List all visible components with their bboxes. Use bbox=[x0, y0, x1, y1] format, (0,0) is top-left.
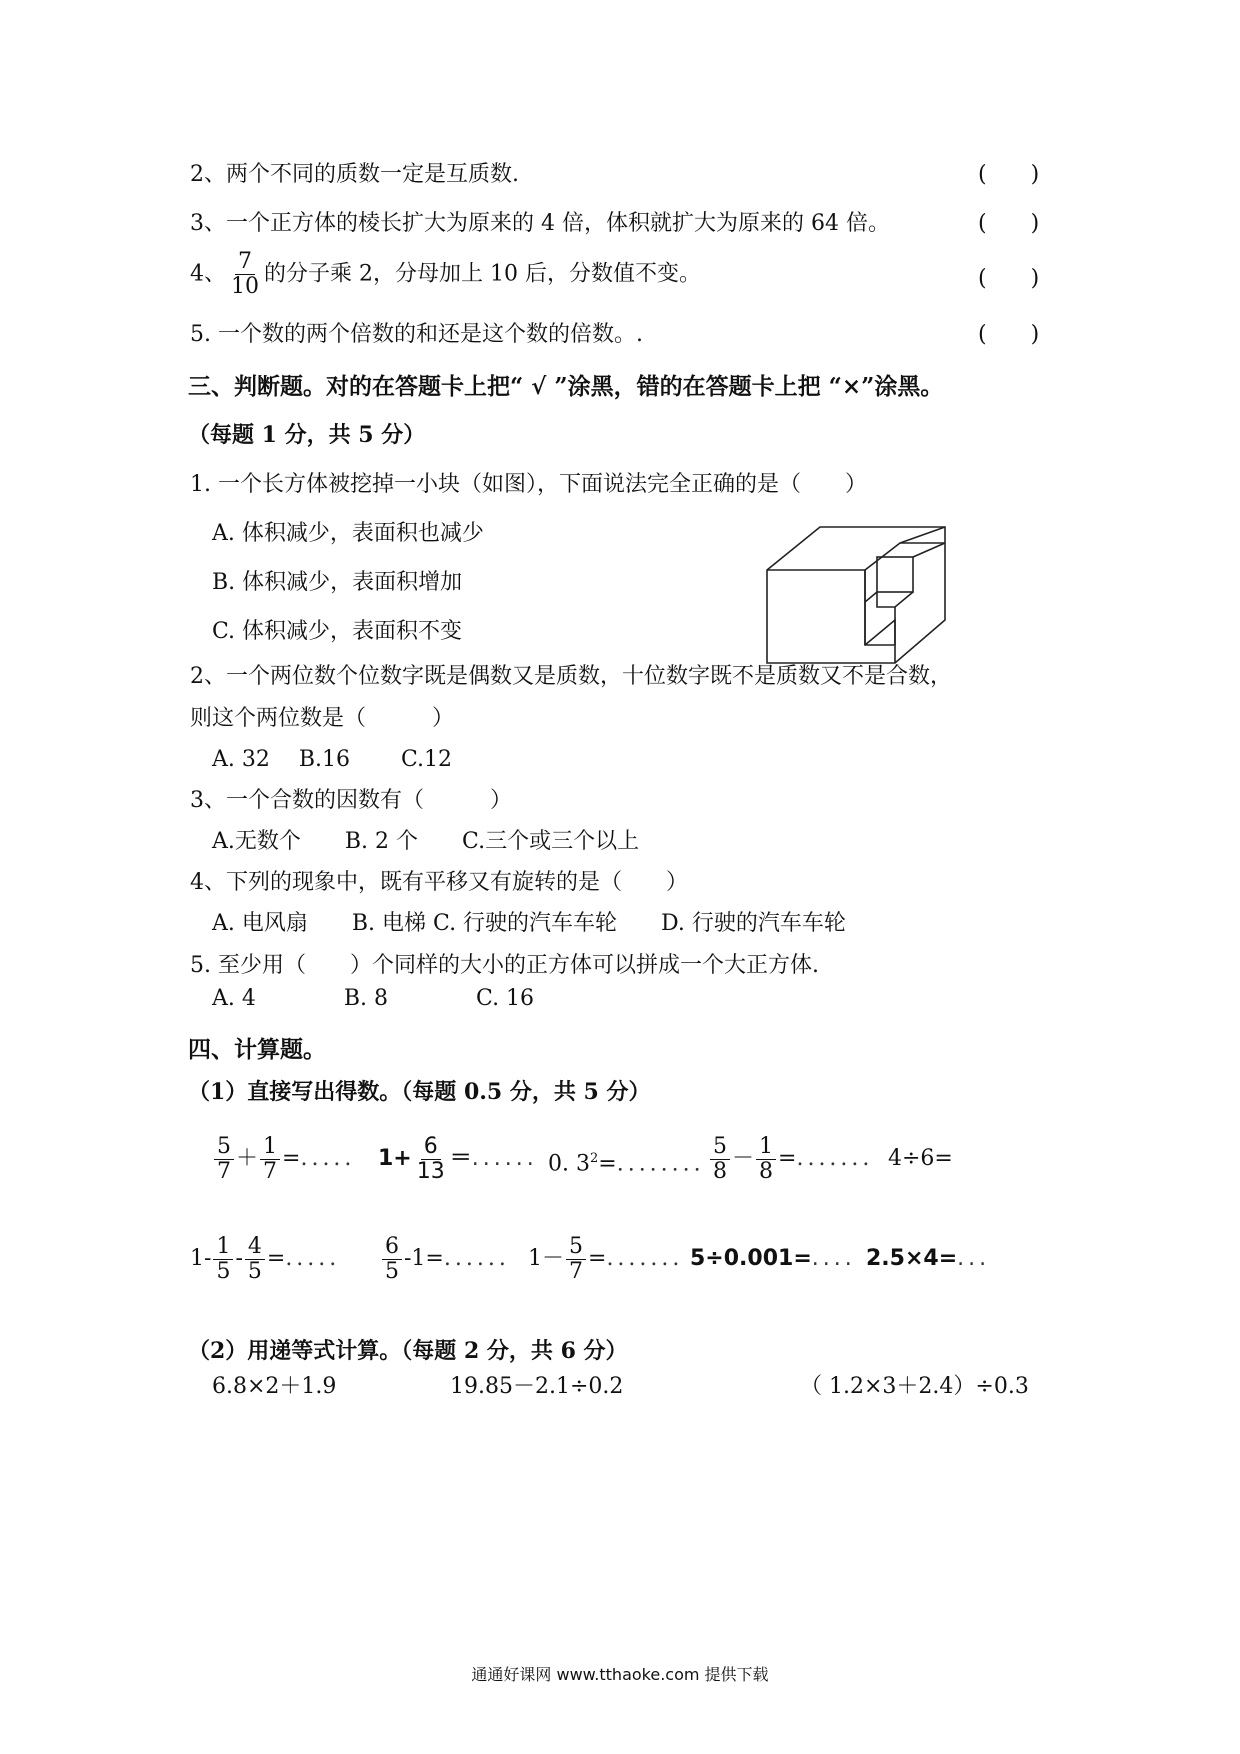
equals-sign: = bbox=[598, 1151, 617, 1177]
exponent: 2 bbox=[589, 1151, 599, 1166]
q2-options: A. 32 B.16 C.12 bbox=[212, 747, 453, 772]
equals-sign: = bbox=[778, 1146, 797, 1171]
cuboid-figure bbox=[765, 525, 965, 670]
expression-lead: 1－ bbox=[528, 1246, 564, 1271]
part-2-title: （2）用递等式计算。（每题 2 分，共 6 分） bbox=[188, 1338, 628, 1364]
expression-lead: 1+ bbox=[378, 1146, 412, 1171]
q5-options: A. 4 B. 8 C. 16 bbox=[212, 986, 535, 1011]
operator: - bbox=[235, 1246, 243, 1271]
calc-row-1-item-3 bbox=[548, 1128, 705, 1195]
calc-row-1-item-4 bbox=[708, 1128, 873, 1190]
fraction-denominator: 8 bbox=[713, 1158, 727, 1184]
answer-dots: ....... bbox=[606, 1246, 684, 1271]
section-3-subtitle: （每题 1 分，共 5 分） bbox=[188, 422, 426, 448]
answer-paren: ( ) bbox=[978, 211, 1040, 236]
fraction-denominator: 7 bbox=[569, 1258, 583, 1284]
answer-paren: ( ) bbox=[978, 162, 1040, 187]
answer-dots: .... bbox=[811, 1246, 856, 1271]
fraction-denominator: 7 bbox=[263, 1158, 278, 1184]
fraction-denominator: 5 bbox=[216, 1258, 231, 1284]
fraction-numerator: 1 bbox=[260, 1135, 280, 1160]
answer-dots: ..... bbox=[285, 1246, 341, 1271]
equals-sign: = bbox=[266, 1246, 286, 1271]
expression-base: 0. 3 bbox=[548, 1151, 590, 1177]
step-expression-3: （ 1.2×3＋2.4）÷0.3 bbox=[800, 1374, 1029, 1399]
operator: － bbox=[732, 1146, 755, 1171]
fraction-numerator: 5 bbox=[710, 1135, 730, 1160]
answer-paren: ( ) bbox=[978, 266, 1040, 291]
judge-item-2: 2、两个不同的质数一定是互质数. bbox=[190, 162, 519, 187]
equals-sign: = bbox=[282, 1146, 301, 1171]
q3-options: A.无数个 B. 2 个 C.三个或三个以上 bbox=[212, 829, 640, 854]
calc-row-1-item-2 bbox=[378, 1128, 538, 1190]
fraction-numerator: 6 bbox=[382, 1235, 402, 1260]
fraction-numerator: 1 bbox=[213, 1235, 233, 1260]
judge-item-4-text: 的分子乘 2，分母加上 10 后，分数值不变。 bbox=[264, 261, 701, 287]
answer-dots: ........ bbox=[616, 1151, 705, 1177]
fraction-denominator: 13 bbox=[416, 1158, 445, 1184]
calc-row-1-item-1 bbox=[212, 1128, 355, 1190]
q2-stem: 2、一个两位数个位数字既是偶数又是质数，十位数字既不是质数又不是合数， bbox=[190, 664, 952, 689]
fraction-denominator: 5 bbox=[385, 1258, 399, 1284]
judge-item-5: 5. 一个数的两个倍数的和还是这个数的倍数。. bbox=[190, 322, 643, 347]
fraction-numerator: 7 bbox=[235, 250, 255, 275]
fraction-numerator: 1 bbox=[756, 1135, 776, 1160]
section-3-title: 三、判断题。对的在答题卡上把“ √ ”涂黑，错的在答题卡上把 “×”涂黑。 bbox=[188, 373, 944, 400]
part-1-title: （1）直接写出得数。（每题 0.5 分，共 5 分） bbox=[188, 1079, 651, 1105]
answer-paren: ( ) bbox=[978, 322, 1040, 347]
calc-row-1-item-5: 4÷6= bbox=[888, 1146, 953, 1171]
fraction-denominator: 5 bbox=[247, 1258, 262, 1284]
calc-row-2-item-2 bbox=[380, 1228, 510, 1290]
q1-stem: 1. 一个长方体被挖掉一小块（如图），下面说法完全正确的是（ ） bbox=[190, 472, 867, 497]
fraction-denominator: 10 bbox=[231, 274, 259, 299]
expression-lead: 1- bbox=[190, 1246, 212, 1271]
step-expression-1: 6.8×2＋1.9 bbox=[212, 1374, 337, 1399]
q4-options: A. 电风扇 B. 电梯 C. 行驶的汽车车轮 D. 行驶的汽车车轮 bbox=[212, 911, 846, 936]
fraction-numerator: 4 bbox=[245, 1235, 265, 1260]
fraction-numerator: 5 bbox=[214, 1135, 234, 1160]
operator: ＋ bbox=[236, 1146, 259, 1171]
fraction-numerator: 5 bbox=[566, 1235, 586, 1260]
q3-stem: 3、一个合数的因数有（ ） bbox=[190, 788, 512, 813]
q1-option-c: C. 体积减少，表面积不变 bbox=[212, 619, 463, 644]
answer-dots: ..... bbox=[300, 1146, 356, 1171]
judge-item-3: 3、一个正方体的棱长扩大为原来的 4 倍，体积就扩大为原来的 64 倍。 bbox=[190, 211, 890, 236]
expression-text: 2.5×4= bbox=[866, 1246, 958, 1271]
answer-dots: ...... bbox=[471, 1146, 538, 1171]
q1-option-a: A. 体积减少，表面积也减少 bbox=[212, 521, 484, 546]
q4-stem: 4、下列的现象中，既有平移又有旋转的是（ ） bbox=[190, 870, 688, 895]
answer-dots: ... bbox=[957, 1246, 991, 1271]
calc-row-2-item-4 bbox=[690, 1228, 856, 1290]
step-expression-2: 19.85－2.1÷0.2 bbox=[450, 1374, 624, 1399]
calc-row-2-item-3 bbox=[528, 1228, 683, 1290]
expression-tail: -1= bbox=[404, 1246, 444, 1271]
judge-item-4 bbox=[190, 250, 701, 299]
answer-dots: ....... bbox=[796, 1146, 874, 1171]
q2-stem-continued: 则这个两位数是（ ） bbox=[190, 706, 455, 731]
q5-stem: 5. 至少用（ ）个同样的大小的正方体可以拼成一个大正方体. bbox=[190, 953, 819, 978]
fraction-denominator: 8 bbox=[759, 1158, 774, 1184]
fraction bbox=[228, 250, 262, 299]
page-footer: 通通好课网 www.tthaoke.com 提供下载 bbox=[471, 1665, 769, 1684]
section-4-title: 四、计算题。 bbox=[188, 1036, 326, 1063]
equals-sign: ＝ bbox=[449, 1146, 472, 1171]
calc-row-2-item-1 bbox=[190, 1228, 340, 1290]
expression-text: 5÷0.001= bbox=[690, 1246, 812, 1271]
judge-item-4-prefix: 4、 bbox=[190, 261, 226, 287]
fraction-numerator: 6 bbox=[421, 1135, 441, 1160]
fraction-denominator: 7 bbox=[217, 1158, 231, 1184]
equals-sign: = bbox=[588, 1246, 607, 1271]
answer-dots: ...... bbox=[443, 1246, 510, 1271]
q1-option-b: B. 体积减少，表面积增加 bbox=[212, 570, 463, 595]
calc-row-2-item-5 bbox=[866, 1228, 990, 1290]
